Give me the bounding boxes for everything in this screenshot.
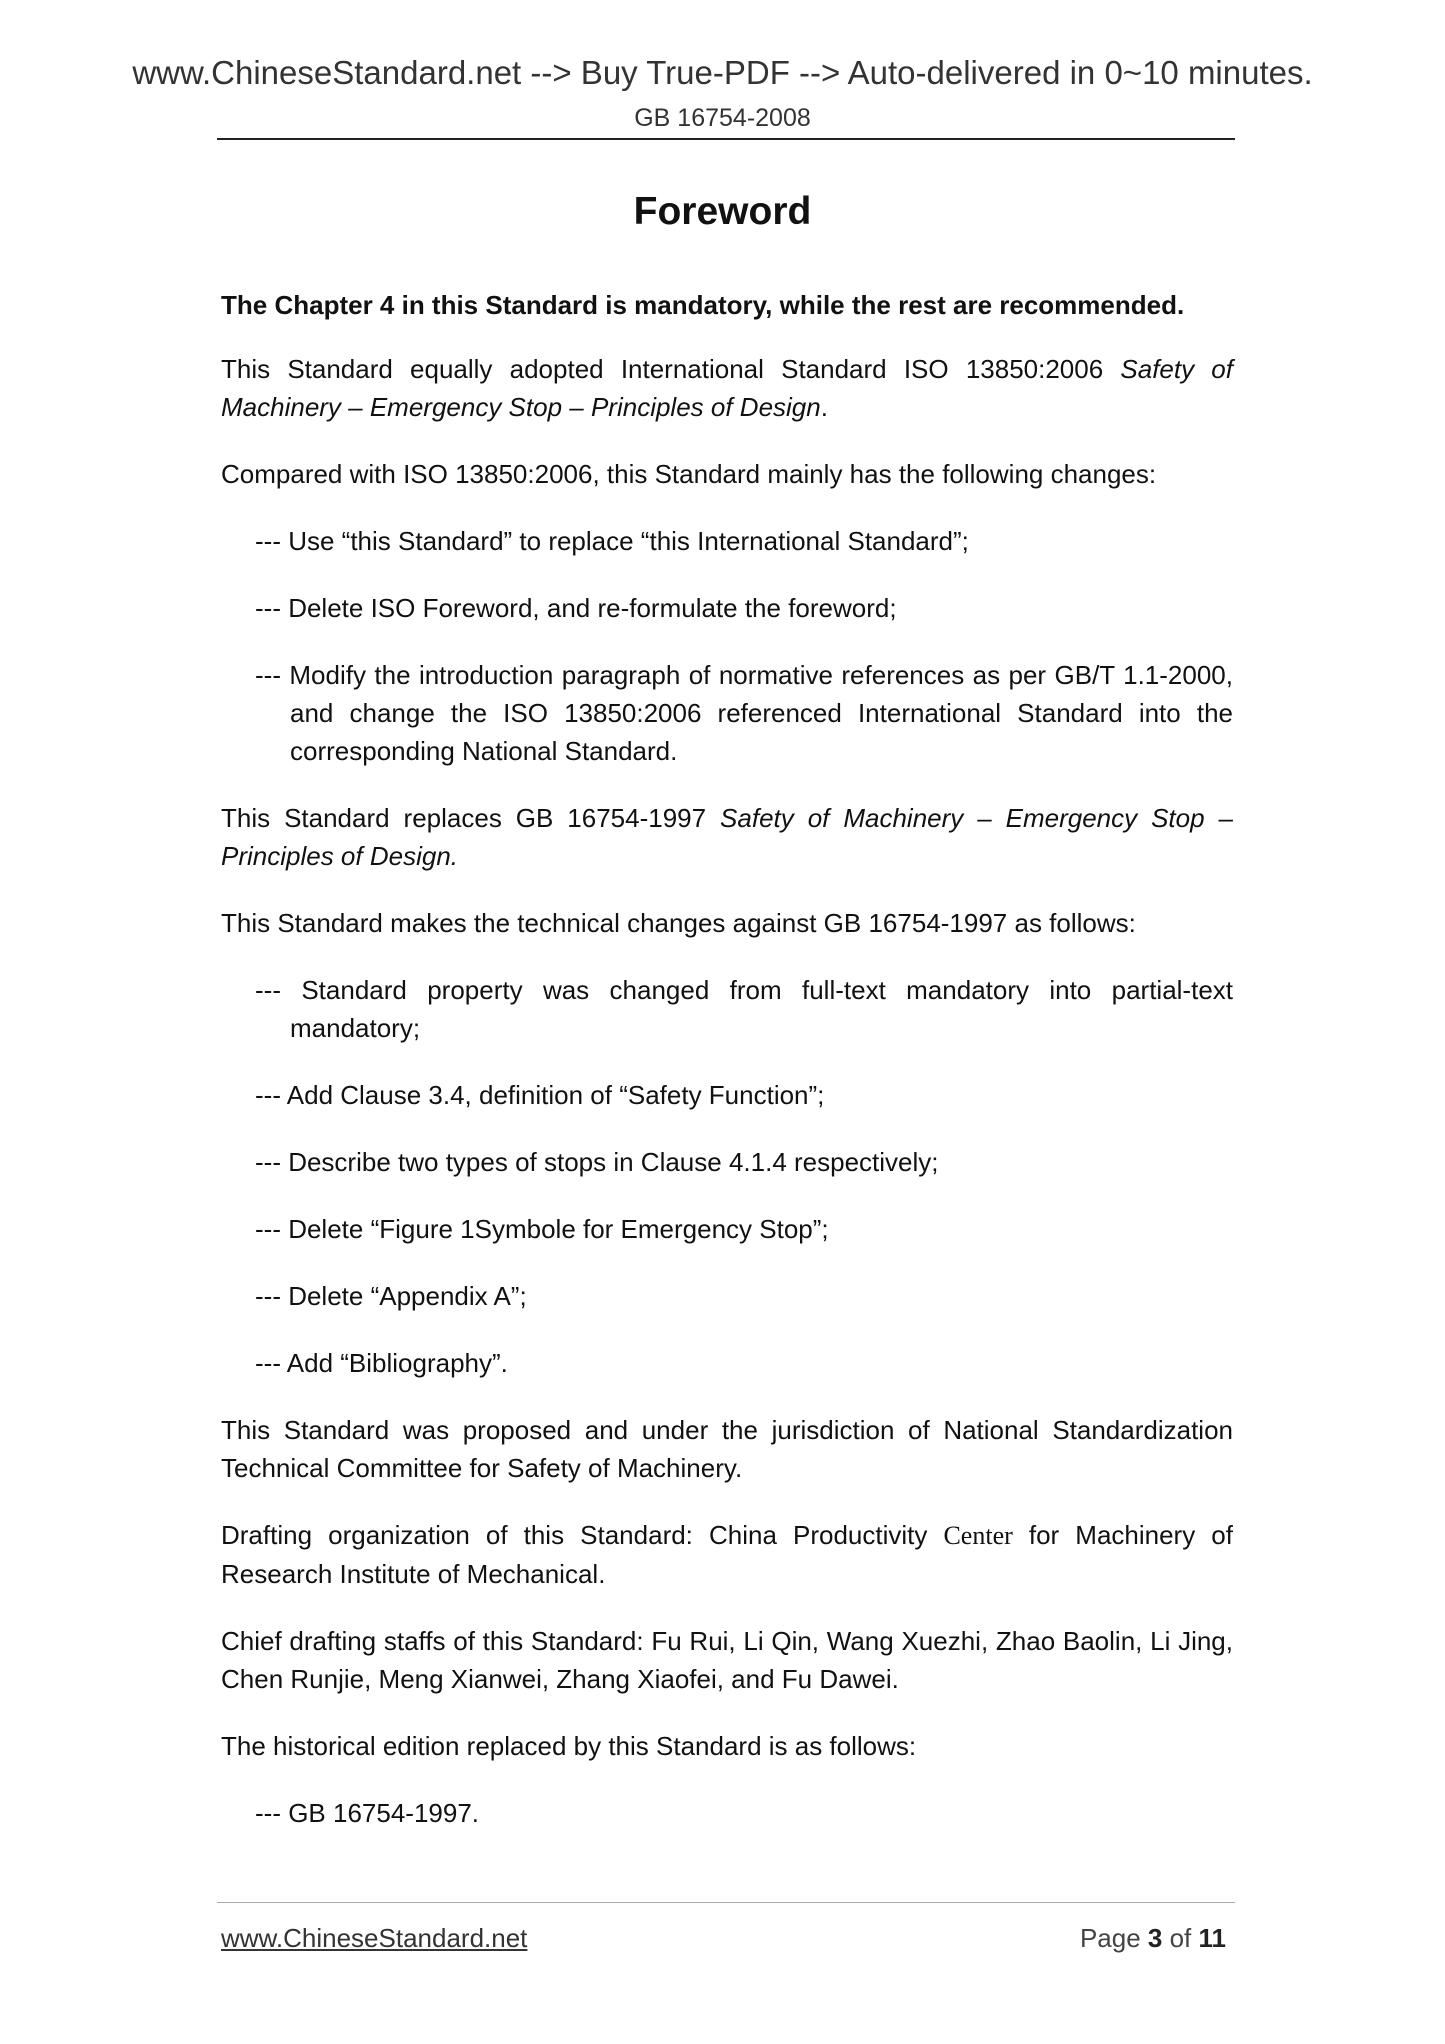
foreword-body [221, 286, 1233, 1861]
standard-code: GB 16754-2008 [634, 104, 811, 132]
technical-changes-paragraph: This Standard makes the technical changes against GB 16754-1997 as follows: [221, 908, 1136, 938]
list-item: --- Standard property was changed from full-text mandatory into partial-text mandatory; [255, 975, 1233, 1043]
drafting-staff-paragraph: Chief drafting staffs of this Standard: Fu Rui, Li Qin, Wang Xuezhi, Zhao Baolin, Li Jing, Chen Runjie, Meng Xianwei, Zhang Xiaofei, and Fu Dawei. [221, 1626, 1233, 1694]
replaces-standard-title: Safety of Machinery – Emergency Stop – Principles of Design. [221, 803, 1233, 871]
drafting-organization-paragraph [221, 1516, 1233, 1593]
drafting-org-text-b: for Machinery of Research Institute of Mechanical. [221, 1520, 1233, 1589]
list-item: --- GB 16754-1997. [255, 1798, 480, 1828]
page-label: Page [1079, 1923, 1148, 1953]
header-banner: www.ChineseStandard.net --> Buy True-PDF --> Auto-delivered in 0~10 minutes. [132, 54, 1313, 91]
adoption-paragraph [221, 350, 1233, 426]
drafting-org-center-word: Center [943, 1521, 1013, 1550]
list-item: --- Modify the introduction paragraph of normative references as per GB/T 1.1-2000, and change the ISO 13850:2006 referenced International Standard into the corresponding National Standard. [255, 660, 1233, 766]
replaces-paragraph [221, 799, 1233, 875]
list-item: --- Delete ISO Foreword, and re-formulate the foreword; [255, 593, 897, 623]
page-indicator [1080, 1925, 1226, 1951]
adoption-suffix: . [820, 392, 828, 422]
list-item: --- Delete “Appendix A”; [255, 1281, 527, 1311]
current-page-number: 3 [1147, 1923, 1163, 1953]
footer-divider [217, 1902, 1235, 1903]
comparison-paragraph: Compared with ISO 13850:2006, this Standard mainly has the following changes: [221, 459, 1157, 489]
header-divider [217, 138, 1235, 140]
adoption-text: This Standard equally adopted International Standard ISO 13850:2006 [221, 354, 1121, 384]
historical-edition-paragraph: The historical edition replaced by this Standard is as follows: [221, 1731, 917, 1761]
list-item: --- Describe two types of stops in Clause 4.1.4 respectively; [255, 1147, 939, 1177]
proposal-paragraph: This Standard was proposed and under the jurisdiction of National Standardization Technical Committee for Safety of Machinery. [221, 1415, 1233, 1483]
drafting-org-text-a: Drafting organization of this Standard: China Productivity [221, 1520, 944, 1550]
list-item: --- Add “Bibliography”. [255, 1348, 508, 1378]
page-of-label: of [1162, 1923, 1199, 1953]
page-title: Foreword [633, 190, 812, 233]
adoption-iso-title: Safety of Machinery – Emergency Stop – Principles of Design [221, 354, 1233, 422]
mandatory-statement: The Chapter 4 in this Standard is mandatory, while the rest are recommended. [221, 290, 1185, 320]
list-item: --- Delete “Figure 1Symbole for Emergency Stop”; [255, 1214, 829, 1244]
replaces-text: This Standard replaces GB 16754-1997 [221, 803, 721, 833]
list-item: --- Add Clause 3.4, definition of “Safety Function”; [255, 1080, 825, 1110]
list-item: --- Use “this Standard” to replace “this International Standard”; [255, 526, 969, 556]
total-pages-number: 11 [1198, 1923, 1226, 1953]
footer-website-link[interactable]: www.ChineseStandard.net [221, 1923, 528, 1953]
